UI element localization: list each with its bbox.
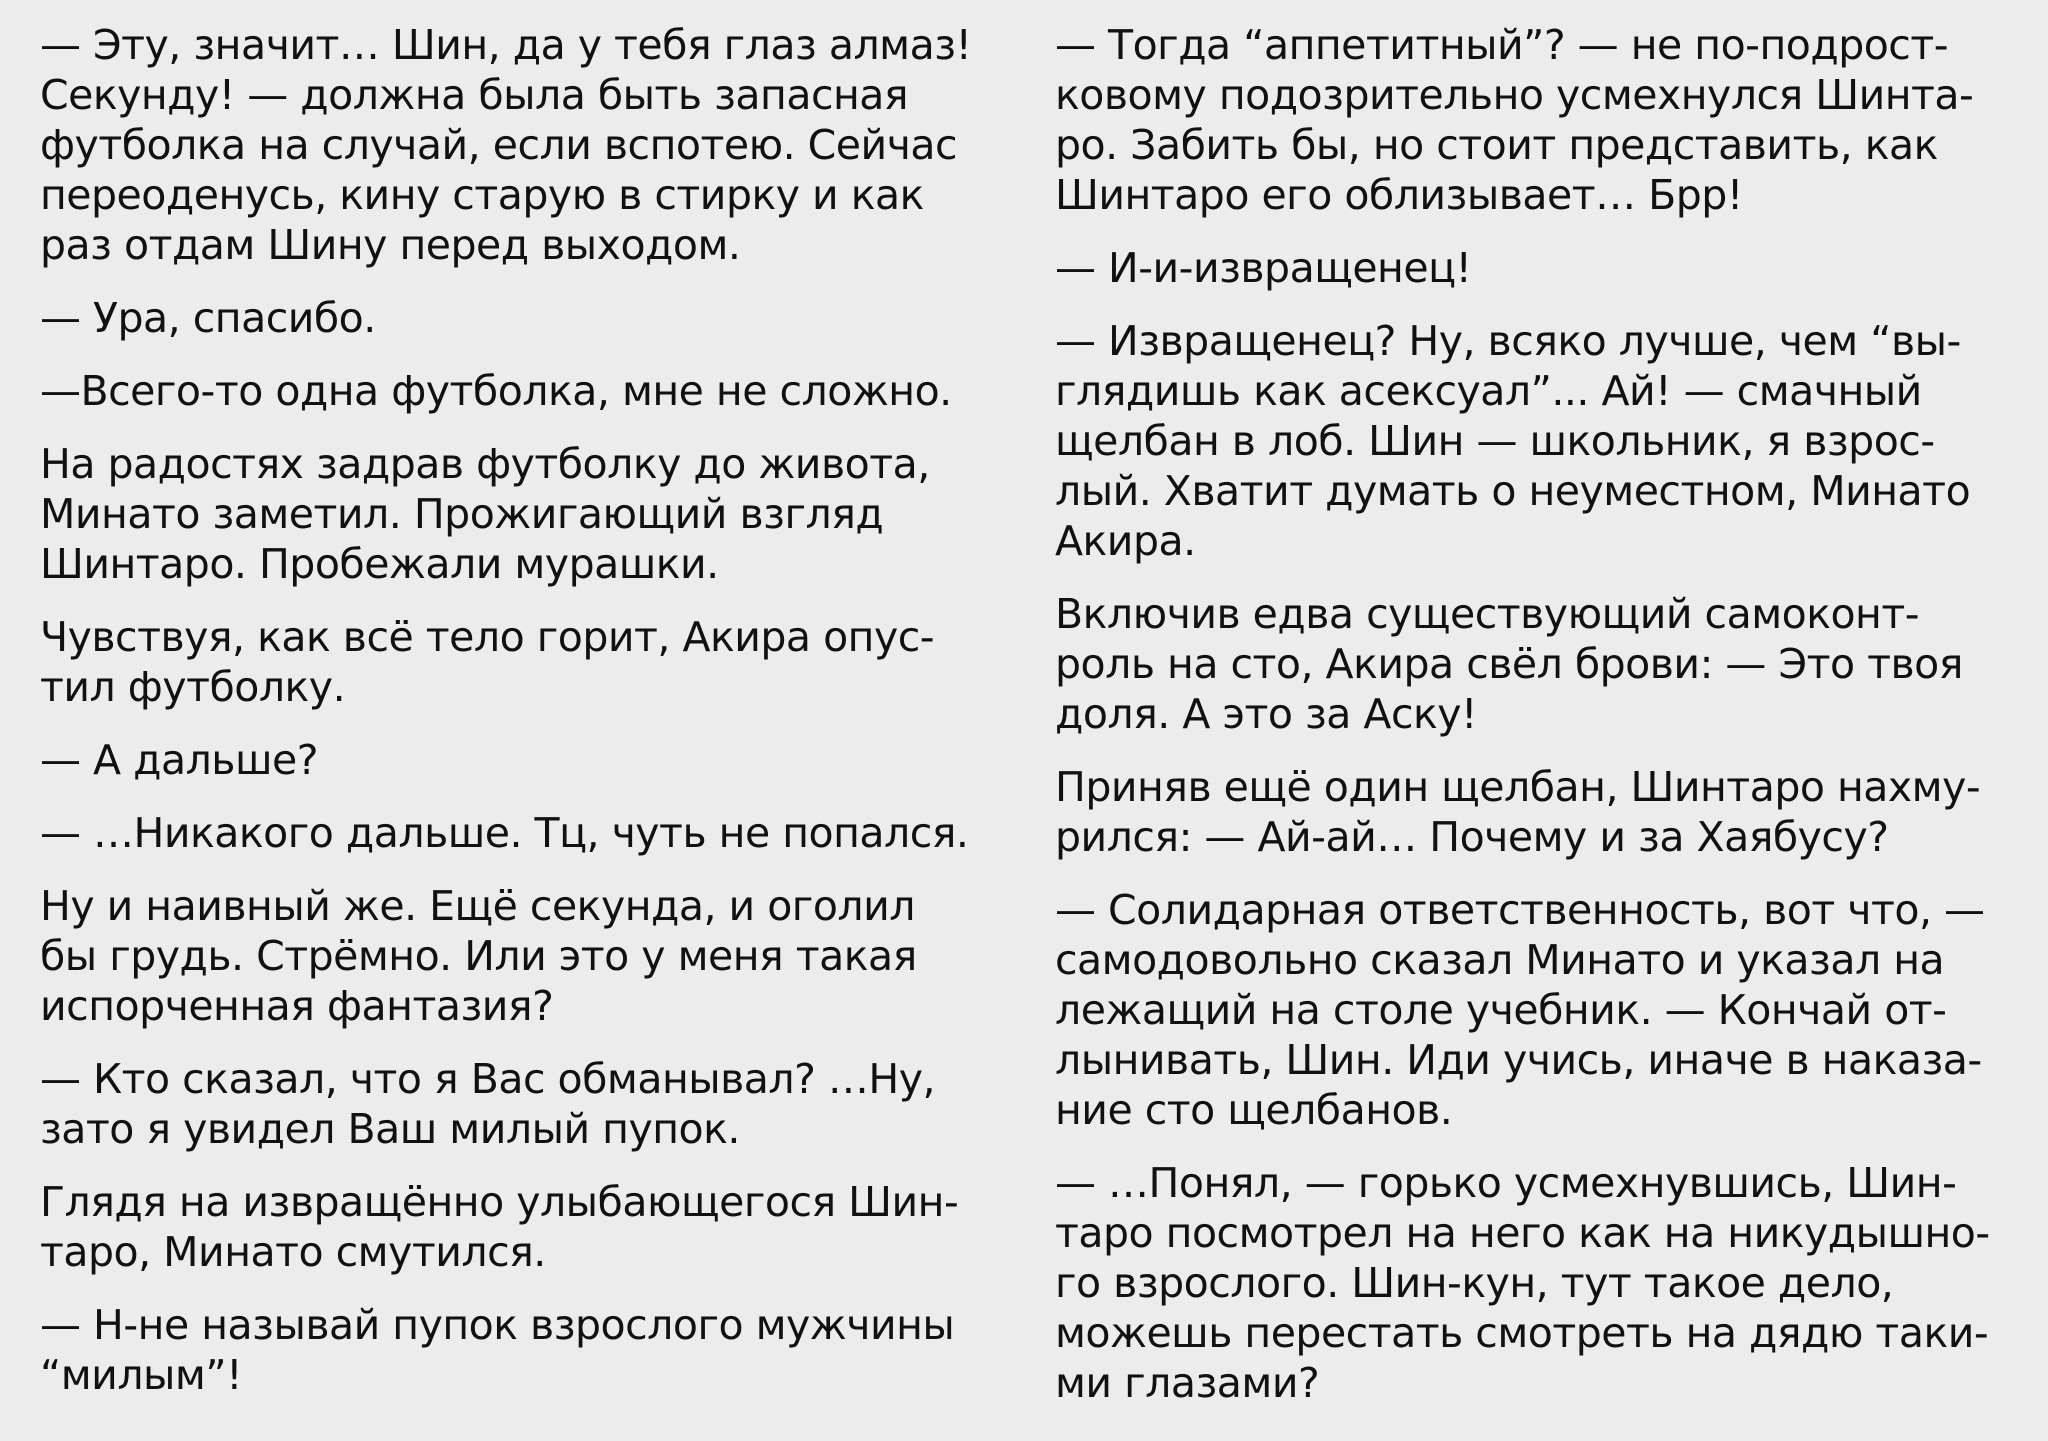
paragraph: — А дальше? bbox=[40, 736, 318, 784]
paragraph: Ну и наивный же. Ещё секунда, и оголил бы грудь. Стрёмно. Или это у меня такая испорченная фантазия? bbox=[40, 882, 917, 1030]
paragraph: — …Никакого дальше. Тц, чуть не попался. bbox=[40, 809, 969, 857]
paragraph: — …Понял, — горько усмехнувшись, Шин- таро посмотрел на него как на никудышно- го взрослого. Шин-кун, тут такое дело, можешь перестать смотреть на дядю таки- ми глазами? bbox=[1055, 1159, 1990, 1407]
paragraph: — Кто сказал, что я Вас обманывал? …Ну, зато я увидел Ваш милый пупок. bbox=[40, 1055, 936, 1153]
paragraph: Глядя на извращённо улыбающегося Шин- таро, Минато смутился. bbox=[40, 1178, 959, 1276]
right-text-column bbox=[1055, 20, 2030, 1431]
paragraph: — Ура, спасибо. bbox=[40, 294, 376, 342]
paragraph: — Эту, значит… Шин, да у тебя глаз алмаз! Секунду! — должна была быть запасная футболка на случай, если вспотею. Сейчас переоденусь, кину старую в стирку и как раз отдам Шину перед выходом. bbox=[40, 21, 972, 269]
paragraph: Чувствуя, как всё тело горит, Акира опус- тил футболку. bbox=[40, 613, 935, 711]
paragraph: — Солидарная ответственность, вот что, — самодовольно сказал Минато и указал на лежащий на столе учебник. — Кончай от- лынивать, Шин. Иди учись, иначе в наказа- ние сто щелбанов. bbox=[1055, 886, 1985, 1134]
paragraph: — Н-не называй пупок взрослого мужчины “милым”! bbox=[40, 1301, 955, 1399]
paragraph: — Тогда “аппетитный”? — не по-подрост- ковому подозрительно усмехнулся Шинта- ро. Забить бы, но стоит представить, как Шинтаро его облизывает… Брр! bbox=[1055, 21, 1974, 219]
paragraph: — Извращенец? Ну, всяко лучше, чем “вы- глядишь как асексуал”... Ай! — смачный щелбан в лоб. Шин — школьник, я взрос- лый. Хватит думать о неуместном, Минато Акира. bbox=[1055, 317, 1971, 565]
paragraph: Приняв ещё один щелбан, Шинтаро нахму- рился: — Ай-ай… Почему и за Хаябусу? bbox=[1055, 763, 1981, 861]
paragraph: Включив едва существующий самоконт- роль на сто, Акира свёл брови: — Это твоя доля. А это за Аску! bbox=[1055, 590, 1963, 738]
paragraph: На радостях задрав футболку до живота, Минато заметил. Прожигающий взгляд Шинтаро. Пробежали мурашки. bbox=[40, 440, 930, 588]
left-text-column bbox=[40, 20, 1040, 1423]
paragraph: —Всего-то одна футболка, мне не сложно. bbox=[40, 367, 952, 415]
paragraph: — И-и-извращенец! bbox=[1055, 244, 1472, 292]
